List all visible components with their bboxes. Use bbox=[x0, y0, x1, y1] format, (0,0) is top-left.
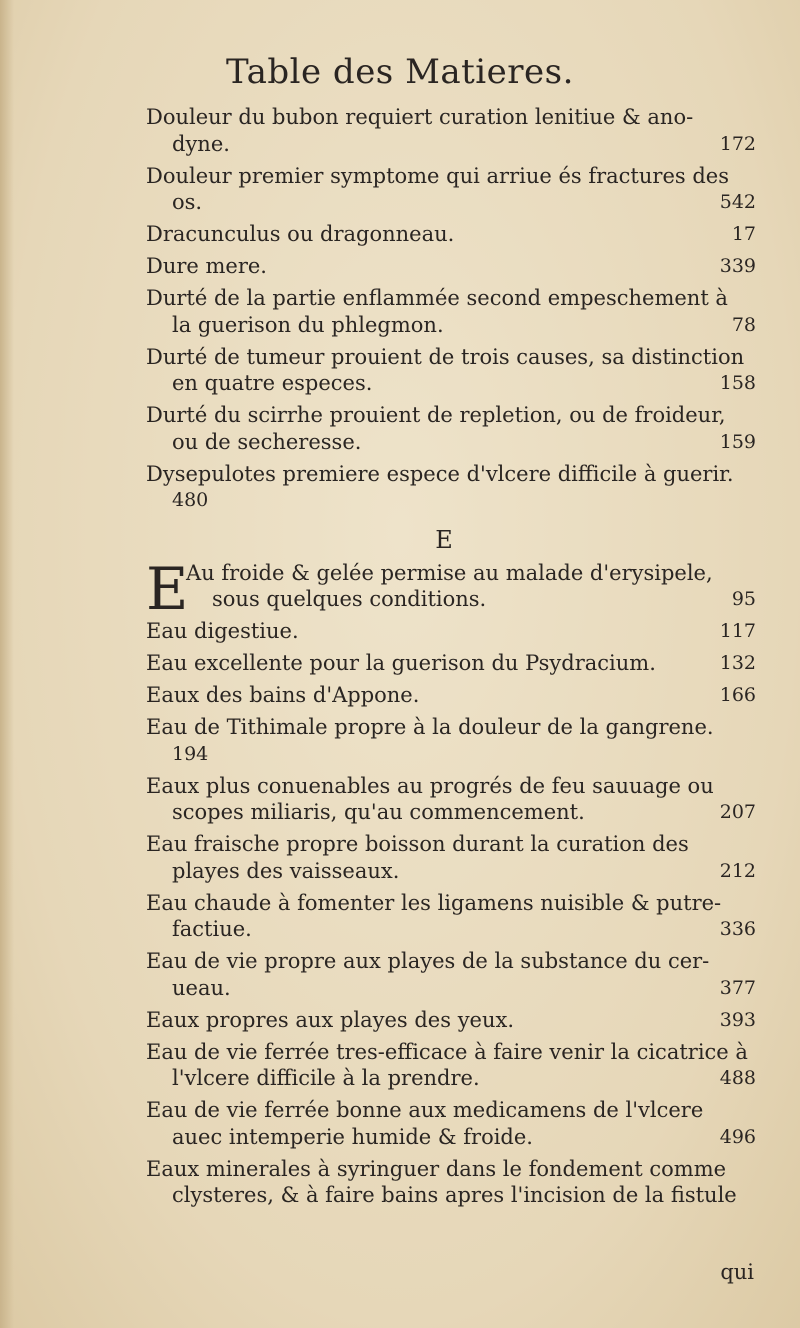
entry-text: Eaux des bains d'Appone. 166 bbox=[146, 683, 756, 707]
page-number: 212 bbox=[719, 859, 756, 882]
index-entry bbox=[186, 560, 756, 613]
entry-continuation bbox=[186, 586, 756, 613]
entry-text: Eau digestiue. 117 bbox=[146, 619, 756, 643]
page-number: 158 bbox=[719, 372, 756, 394]
entry-continuation-text: factiue. bbox=[172, 917, 252, 941]
catchword: qui bbox=[720, 1260, 754, 1284]
index-entry bbox=[146, 948, 756, 1001]
entry-text: Douleur du bubon requiert curation lenitiue & ano- bbox=[146, 105, 694, 129]
entry-continuation bbox=[146, 1124, 756, 1151]
entry-text: Eau excellente pour la guerison du Psydracium. 132 bbox=[146, 651, 756, 675]
entry-text: Eaux minerales à syringuer dans le fondement comme bbox=[146, 1156, 727, 1181]
index-entry bbox=[146, 461, 756, 514]
running-head: Table des Matieres. bbox=[226, 52, 574, 92]
page-number: 393 bbox=[719, 1008, 756, 1031]
page-number: 194 bbox=[172, 742, 209, 765]
entry-continuation bbox=[146, 1065, 756, 1092]
index-entry bbox=[146, 650, 756, 677]
page-number: 132 bbox=[719, 652, 756, 674]
entry-text: Eau fraische propre boisson durant la curation des bbox=[146, 832, 689, 856]
index-entry bbox=[146, 618, 756, 645]
entry-text: Durté de tumeur prouient de trois causes, sa distinction bbox=[146, 344, 745, 369]
page-number: 377 bbox=[719, 976, 756, 999]
index-entry bbox=[146, 831, 756, 884]
entries-letter-e bbox=[146, 618, 756, 1209]
index-entry bbox=[146, 1156, 756, 1209]
entries-letter-d bbox=[146, 104, 756, 514]
entry-continuation bbox=[146, 975, 756, 1002]
entry-text: Eaux plus conuenables au progrés de feu sauuage ou bbox=[146, 773, 714, 798]
entry-text: Dysepulotes premiere espece d'vlcere difficile à guerir. bbox=[146, 461, 734, 486]
index-entry bbox=[146, 344, 756, 397]
index-entry bbox=[146, 253, 756, 280]
index-entry bbox=[146, 104, 756, 157]
drop-cap: E bbox=[146, 554, 189, 623]
index-list bbox=[146, 104, 756, 1214]
entry-continuation-text: auec intemperie humide & froide. bbox=[172, 1124, 533, 1149]
entry-text: Eau de vie propre aux playes de la substance du cer- bbox=[146, 949, 710, 973]
entry-text: Eau de vie ferrée tres-efficace à faire venir la cicatrice à bbox=[146, 1039, 748, 1064]
index-entry bbox=[146, 890, 756, 943]
entry-continuation bbox=[146, 189, 756, 216]
entry-continuation-text: sous quelques conditions. bbox=[212, 587, 487, 611]
page-number: 480 bbox=[172, 489, 209, 511]
page-number: 166 bbox=[719, 684, 756, 706]
entry-continuation bbox=[146, 370, 756, 397]
entry-continuation-text: scopes miliaris, qu'au commencement. bbox=[172, 800, 585, 824]
entry-text: Eau chaude à fomenter les ligamens nuisible & putre- bbox=[146, 890, 722, 915]
page-number: 339 bbox=[719, 255, 756, 277]
page-number: 95 bbox=[731, 588, 756, 610]
page-number: 496 bbox=[719, 1125, 756, 1148]
entry-continuation-text: dyne. bbox=[172, 131, 230, 156]
entry-continuation bbox=[146, 312, 756, 339]
entry-text: Dure mere. 339 bbox=[146, 254, 756, 278]
index-entry bbox=[146, 1097, 756, 1150]
entry-continuation-text: os. bbox=[172, 190, 203, 214]
page-number: 78 bbox=[731, 313, 756, 336]
entry-continuation-text: ou de secheresse. bbox=[172, 429, 362, 454]
entry-continuation-text: en quatre especes. bbox=[172, 371, 373, 395]
page-number: 172 bbox=[719, 132, 756, 155]
section-letter: E bbox=[435, 525, 453, 554]
entry-continuation bbox=[146, 429, 756, 456]
page-number: 488 bbox=[719, 1067, 756, 1089]
entry-text: Au froide & gelée permise au malade d'erysipele, bbox=[186, 560, 713, 585]
page-number: 207 bbox=[719, 801, 756, 823]
index-entry bbox=[146, 1007, 756, 1034]
index-entry bbox=[146, 402, 756, 455]
entry-text: Eau de Tithimale propre à la douleur de la gangrene. bbox=[146, 715, 714, 739]
index-entry bbox=[146, 285, 756, 338]
entry-continuation bbox=[146, 131, 756, 158]
entry-text: Eaux propres aux playes des yeux. 393 bbox=[146, 1007, 756, 1032]
index-entry bbox=[146, 682, 756, 709]
entry-continuation-text: l'vlcere difficile à la prendre. bbox=[172, 1066, 480, 1090]
first-e-entry-block bbox=[146, 554, 756, 623]
entry-continuation bbox=[146, 858, 756, 885]
index-entry bbox=[146, 221, 756, 248]
entry-text: Durté du scirrhe prouient de repletion, ou de froideur, bbox=[146, 403, 726, 427]
page-number: 542 bbox=[719, 191, 756, 213]
entry-continuation-text: clysteres, & à faire bains apres l'incision de la fistule bbox=[172, 1183, 737, 1207]
entry-continuation bbox=[146, 799, 756, 826]
entry-text: Eau de vie ferrée bonne aux medicamens de l'vlcere bbox=[146, 1098, 704, 1122]
entry-continuation bbox=[146, 916, 756, 943]
page-number: 17 bbox=[731, 223, 756, 245]
entry-continuation bbox=[146, 1182, 756, 1209]
page-number: 159 bbox=[719, 430, 756, 453]
entry-text: Dracunculus ou dragonneau. 17 bbox=[146, 222, 756, 246]
page-number: 117 bbox=[719, 620, 756, 642]
entry-continuation-text: la guerison du phlegmon. bbox=[172, 312, 444, 337]
index-entry bbox=[146, 1039, 756, 1092]
entry-continuation-text: ueau. bbox=[172, 975, 231, 1000]
page-edge-shadow bbox=[0, 0, 14, 1328]
entry-text: Durté de la partie enflammée second empeschement à bbox=[146, 286, 728, 310]
index-entry bbox=[146, 773, 756, 826]
index-entry bbox=[146, 714, 756, 767]
index-entry bbox=[146, 163, 756, 216]
page-number: 336 bbox=[719, 918, 756, 940]
entry-continuation-text: playes des vaisseaux. bbox=[172, 858, 400, 883]
entry-text: Douleur premier symptome qui arriue és fractures des bbox=[146, 163, 729, 188]
